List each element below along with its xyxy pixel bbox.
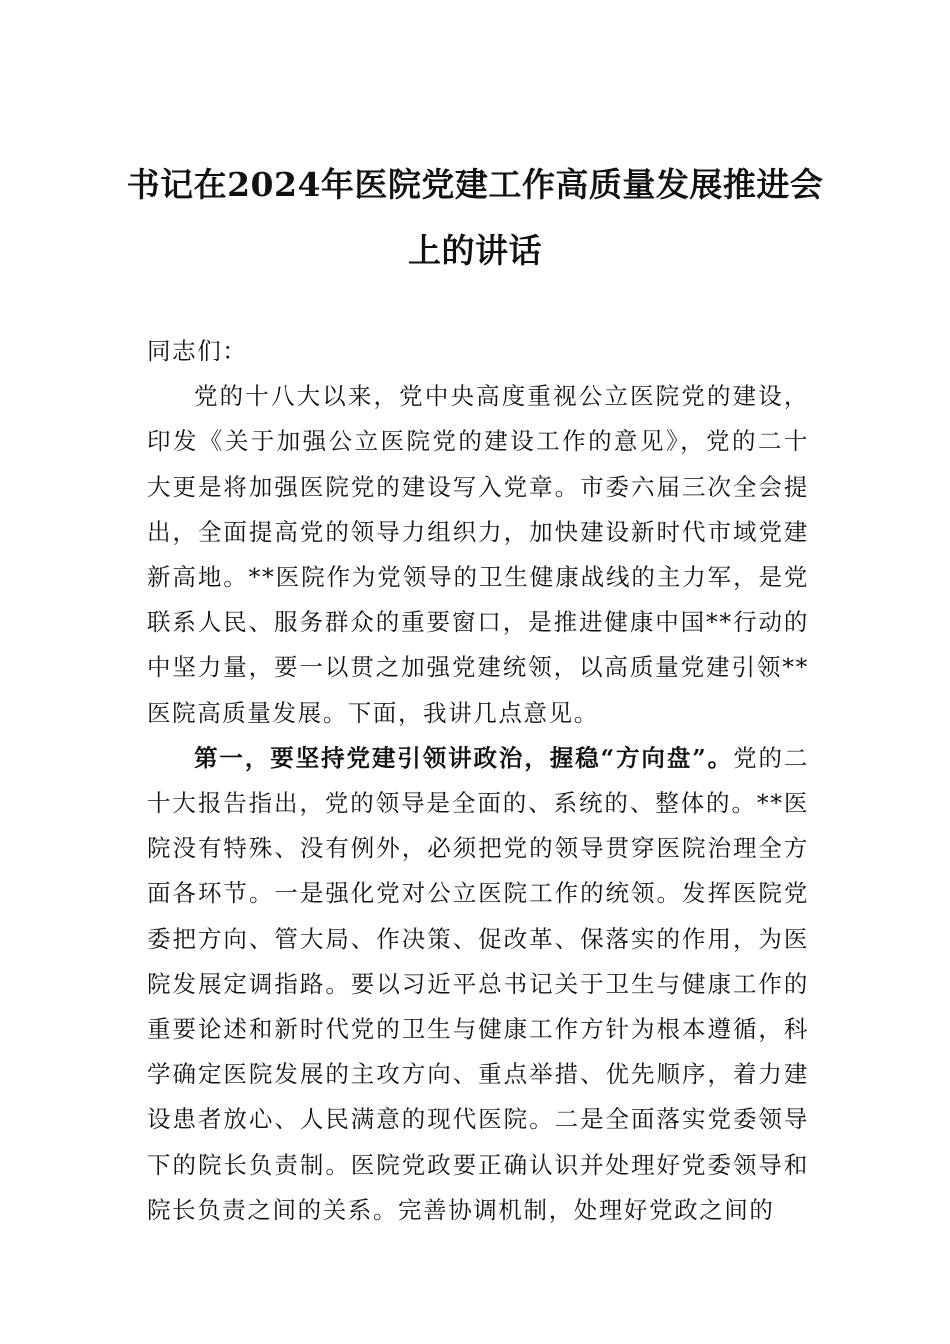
salutation: 同志们： <box>147 337 248 365</box>
paragraph-2-text: 党的二十大报告指出，党的领导是全面的、系统的、整体的。**医院没有特殊、没有例外，必须把党的领导贯穿医院治理全方面各环节。一是强化党对公立医院工作的统领。发挥医院党委把方向、管大局、作决策、促改革、保落实的作用，为医院发展定调指路。要以习近平总书记关于卫生与健康工作的重要论述和新时代党的卫生与健康工作方针为根本遵循，科学确定医院发展的主攻方向、重点举措、优先顺序，着力建设患者放心、人民满意的现代医院。二是全面落实党委领导下的院长负责制。医院党政要正确认识并处理好党委领导和院长负责之间的关系。完善协调机制，处理好党政之间的 <box>147 743 809 1224</box>
paragraph-2 <box>147 736 809 1233</box>
document-body <box>147 329 809 1233</box>
document-title: 书记在2024年医院党建工作高质量发展推进会上的讲话 <box>126 165 824 270</box>
paragraph-1: 党的十八大以来，党中央高度重视公立医院党的建设，印发《关于加强公立医院党的建设工作的意见》，党的二十大更是将加强医院党的建设写入党章。市委六届三次全会提出，全面提高党的领导力组织力，加快建设新时代市域党建新高地。**医院作为党领导的卫生健康战线的主力军，是党联系人民、服务群众的重要窗口，是推进健康中国**行动的中坚力量，要一以贯之加强党建统领，以高质量党建引领**医院高质量发展。下面，我讲几点意见。 <box>147 382 809 727</box>
paragraph-2-heading: 第一，要坚持党建引领讲政治，握稳“方向盘”。 <box>194 743 734 772</box>
